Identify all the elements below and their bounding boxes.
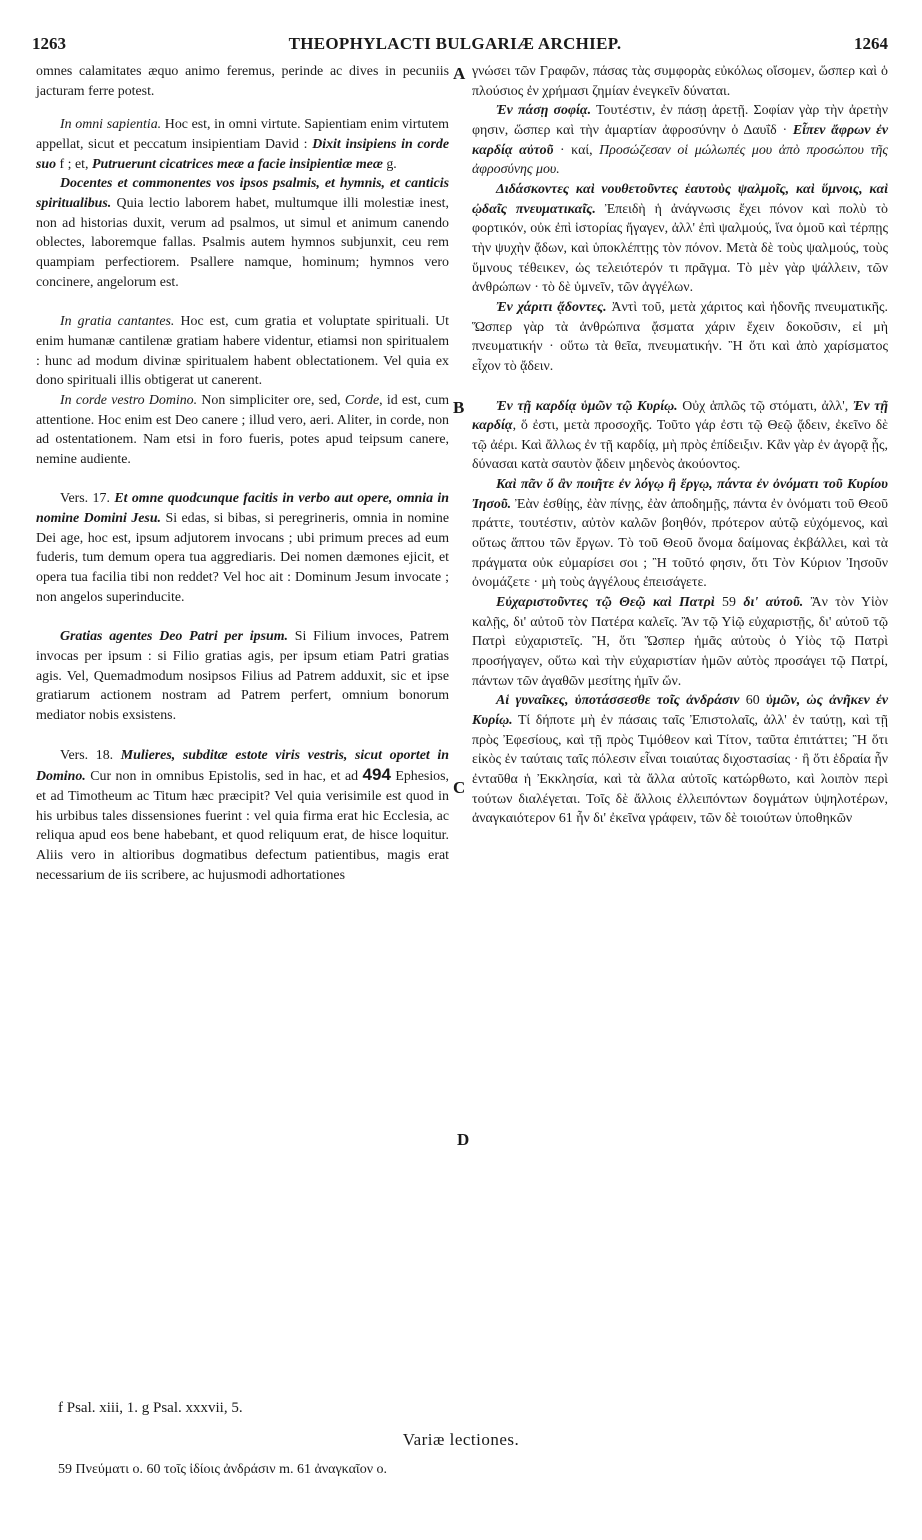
verse-label: Vers. 17.: [60, 491, 115, 507]
lemma: In gratia cantantes.: [60, 314, 175, 330]
running-header: [22, 34, 888, 60]
lemma: In corde vestro Domino.: [60, 392, 198, 408]
page-number-right: 1264: [854, 34, 888, 53]
latin-paragraph-4: In corde vestro Domino. Non simpliciter ore, sed, Corde, id est, cum attentione. Hoc enim est Deo canere ; illud vero, aeri. Aliter, in corde, non ad ostentationem. Nam etsi in foro fueris, potes apud teipsum canere, nemine audiente.: [36, 392, 449, 467]
greek-paragraph-1: Ἐν πάσῃ σοφίᾳ. Τουτέστιν, ἐν πάσῃ ἀρετῇ. Σοφίαν γὰρ τὴν ἀρετὴν φησιν, ὥσπερ καὶ τὴν ἁμαρτίαν ἀφροσύνην ὁ Δαυΐδ · Εἶπεν ἄφρων ἐν καρδίᾳ αὐτοῦ · καί, Προσώζεσαν οἱ μώλωπές μου ἀπὸ προσώπου τῆς ἀφροσύνης μου.: [472, 103, 888, 178]
lemma: Docentes et commonentes vos ipsos psalmis, et hymnis, et canticis spiritualibus.: [36, 176, 449, 211]
lemma: Αἱ γυναῖκες, ὑποτάσσεσθε τοῖς ἀνδράσιν: [496, 693, 740, 709]
footnotes: f Psal. xiii, 1. g Psal. xxxvii, 5.: [58, 1400, 243, 1416]
lemma: Ἐν χάριτι ᾄδοντες.: [496, 299, 607, 315]
lemma: Εὐχαριστοῦντες τῷ Θεῷ καὶ Πατρὶ: [496, 595, 715, 611]
greek-paragraph-0: γνώσει τῶν Γραφῶν, πάσας τὰς συμφορὰς εὐκόλως οἴσομεν, ὥσπερ καὶ ὁ πλούσιος ἐν χρήμασι ζημίαν ἐνεγκεῖν δύναται.: [472, 64, 888, 99]
lemma: Ἐν τῇ καρδίᾳ ὑμῶν τῷ Κυρίῳ.: [496, 398, 678, 414]
margin-letter-c: C: [453, 778, 466, 797]
lemma: Gratias agentes Deo Patri per ipsum.: [60, 629, 288, 645]
folio-marker: 494: [362, 765, 391, 785]
latin-column: [36, 62, 449, 885]
margin-letter-d: D: [457, 1130, 470, 1149]
latin-paragraph-5: Vers. 17. Et omne quodcunque facitis in verbo aut opere, omnia in nomine Domini Jesu. Si edas, si bibas, si peregrineris, omnia in nomine Dei age, hoc est, ipsum adjutorem invocans ; ubi primum preces ad eum fuderis, tum demum opera tua aggrediaris. Dei nomen dæmones ejicit, et opera tua facilia tibi non reddet? Vel hoc ait : Dominum Jesum invocate ; non angelos superinducite.: [36, 491, 450, 605]
latin-paragraph-0: omnes calamitates æquo animo feremus, perinde ac dives in pecuniis jacturam ferre potest.: [36, 64, 449, 99]
latin-paragraph-3: In gratia cantantes. Hoc est, cum gratia et voluptate spirituali. Ut enim humanæ cantilenæ gratiam habere videntur, etiamsi non spiritualem : hunc ad modum divinæ spiritualem habent oblectationem. Vel quia ex dono spirituali illis obtigerat ut canerent.: [36, 314, 450, 389]
greek-paragraph-3: Ἐν χάριτι ᾄδοντες. Ἀντὶ τοῦ, μετὰ χάριτος καὶ ἡδονῆς πνευματικῆς. Ὥσπερ γὰρ τὰ ἀνθρώπινα ᾄσματα χάριν ἔχειν δοκοῦσιν, εἰ μὴ πνευματικήν · οὕτω τὰ θεῖα, πνευματικήν. Ἢ ὅτι καὶ ἀπὸ χαρίσματος εἶχον τὸ ᾄδειν.: [472, 299, 888, 374]
lemma: Et omne quodcunque facitis in verbo aut opere, omnia in nomine Domini Jesu.: [36, 491, 450, 527]
page-number-left: 1263: [32, 34, 66, 53]
verse-label: Vers. 18.: [60, 747, 121, 763]
greek-paragraph-7: Αἱ γυναῖκες, ὑποτάσσεσθε τοῖς ἀνδράσιν 60 ὑμῶν, ὡς ἀνῆκεν ἐν Κυρίῳ. Τί δήποτε μὴ ἐν πάσαις ταῖς Ἐπιστολαῖς, ἀλλ' ἐν ταύτῃ, καὶ τῇ πρὸς Ἐφεσίους, καὶ τῇ πρὸς Τιμόθεον καὶ Τίτον, ταῦτα ἐπιτάττει; Ἢ ὅτι εἰκὸς ἐν ταύταις ταῖς πόλεσιν εἶναι τοιαύτας διχοστασίας · ἢ ὅτι ἑδραία ἦν ἐνταῦθα ἡ Ἐκκλησία, καὶ τὰ ἄλλα αὐτοῖς κατώρθωτο, καὶ λοιπὸν περὶ τούτων διαλέγεται. Τοῖς δὲ ἄλλοις ἐλλειπόντων δογμάτων ὑψηλοτέρων, ἀναγκαιότερον 61 ἦν δι' ἐκεῖνα γράφειν, τῶν δὲ τοιούτων ὑποθηκῶν: [472, 693, 888, 827]
margin-letter-a: A: [453, 64, 466, 83]
variae-lectiones-title: Variæ lectiones.: [402, 1430, 520, 1449]
latin-paragraph-6: Gratias agentes Deo Patri per ipsum. Si Filium invoces, Patrem invocas per ipsum : si Filio gratias agis, per ipsum etiam Patri gratias agis. Vel, Quemadmodum nosipsos Filius ad Patrem adduxit, sic et ipse gratiarum actionem nostram ad Patrem perfert, omnium bonorum mediator nobis exsistens.: [36, 629, 450, 724]
lemma: Διδάσκοντες καὶ νουθετοῦντες ἑαυτοὺς ψαλμοῖς, καὶ ὕμνοις, καὶ ᾠδαῖς πνευματικαῖς.: [472, 181, 888, 217]
greek-paragraph-4: Ἐν τῇ καρδίᾳ ὑμῶν τῷ Κυρίῳ. Οὐχ ἁπλῶς τῷ στόματι, ἀλλ', Ἐν τῇ καρδίᾳ, ὅ ἐστι, μετὰ προσοχῆς. Τοῦτο γάρ ἐστι τῷ Θεῷ ᾄδειν, ἐκεῖνο δὲ τῷ ἀέρι. Καὶ ἄλλως ἐν τῇ καρδίᾳ, μὴ πρὸς ἐπίδειξιν. Κἂν γὰρ ἐν ἀγορᾷ ᾖς, δύνασαι κατὰ σαυτὸν ᾄδειν μηδενὸς ἀκούοντος.: [472, 398, 888, 473]
greek-paragraph-2: Διδάσκοντες καὶ νουθετοῦντες ἑαυτοὺς ψαλμοῖς, καὶ ὕμνοις, καὶ ᾠδαῖς πνευματικαῖς. Ἐπειδὴ ἡ ἀνάγνωσις ἔχει πόνον καὶ πολὺ τὸ φορτικόν, οὐκ ἐπὶ ἱστορίας ἤγαγεν, ἀλλ' ἐπὶ ψαλμούς, ἵνα ὁμοῦ καὶ τέρπῃς τὴν ψυχὴν ᾄδων, καὶ ὑποκλέπτῃς τὸν πόνον. Μετὰ δὲ τοὺς ψαλμούς, τοὺς ὕμνους τέθεικεν, ὡς τελειότερόν τι πρᾶγμα. Τὸ μὲν γὰρ ψάλλειν, τῶν ἀνθρώπων · τὸ δὲ ὑμνεῖν, τῶν ἀγγέλων.: [472, 181, 888, 296]
variae-lectiones: 59 Πνεύματι o. 60 τοῖς ἰδίοις ἀνδράσιν m. 61 ἀναγκαῖον o.: [58, 1462, 388, 1477]
greek-column: [472, 62, 888, 829]
lemma: In omni sapientia.: [60, 117, 162, 133]
greek-paragraph-5: Καὶ πᾶν ὅ ἂν ποιῆτε ἐν λόγῳ ἢ ἔργῳ, πάντα ἐν ὀνόματι τοῦ Κυρίου Ἰησοῦ. Ἐὰν ἐσθίῃς, ἐὰν πίνῃς, ἐὰν ἀποδημῇς, πάντα ἐν ὀνόματι τοῦ Θεοῦ πράττε, τουτέστιν, αὐτὸν καλῶν βοηθόν, πρότερον αὐτῷ εὐχόμενος, καὶ οὕτως ἅπτου τῶν ἔργων. Τὸ τοῦ Θεοῦ ὄνομα δαίμονας ἐκβάλλει, καὶ τὰ πράγματα οὐκ εὐμαρίσει σοι ; Ἢ τοῦτό φησιν, ὅτι Τὸν Κύριον Ἰησοῦν ὀνομάζετε · μὴ τοὺς ἀγγέλους ἐπεισάγετε.: [472, 477, 888, 591]
lemma: Mulieres, subditæ estote viris vestris, sicut oportet in Domino.: [36, 747, 449, 785]
latin-paragraph-2: Docentes et commonentes vos ipsos psalmis, et hymnis, et canticis spiritualibus. Quia lectio laborem habet, multumque illi molestiæ inest, non ad historias duxit, verum ad psalmos, ut simul et animum canendo oblectes, laboremque fallas. Psalmis autem hymnos subjunxit, ceu rem quampiam perfectiorem. Psallere namque, hominum; hymnos vero concinere, angelorum est.: [36, 176, 449, 290]
latin-paragraph-1: In omni sapientia. Hoc est, in omni virtute. Sapientiam enim virtutem appellat, sicut et peccatum insipientiam David : Dixit insipiens in corde suo f ; et, Putruerunt cicatrices meæ a facie insipientiæ meæ g.: [36, 117, 450, 172]
margin-letter-b: B: [453, 398, 465, 417]
lemma: Καὶ πᾶν ὅ ἂν ποιῆτε ἐν λόγῳ ἢ ἔργῳ, πάντα ἐν ὀνόματι τοῦ Κυρίου Ἰησοῦ.: [472, 477, 888, 512]
greek-paragraph-6: Εὐχαριστοῦντες τῷ Θεῷ καὶ Πατρὶ 59 δι' αὐτοῦ. Ἂν τὸν Υἱὸν καλῇς, δι' αὐτοῦ τὸν Πατέρα καλεῖς. Ἂν τῷ Υἱῷ εὐχαριστῇς, δι' αὐτοῦ τῷ Πατρὶ εὐχαριστεῖς. Ἢ, ὅτι Ὥσπερ ἡμᾶς αὐτοὺς ὁ Υἱὸς τῷ Πατρὶ προσήγαγεν, οὕτω καὶ τὴν εὐχαριστίαν ἡμῶν αὐτὸς προσάγει τῷ Πατρί, πάντων τῶν ἀγαθῶν μεσίτης ἡμῖν ὤν.: [472, 595, 888, 689]
latin-paragraph-7: Vers. 18. Mulieres, subditæ estote viris vestris, sicut oportet in Domino. Cur non in omnibus Epistolis, sed in hac, et ad 494 Ephesios, et ad Timotheum ac Titum hæc præcipit? Vel quia verisimile est quod in his urbibus tales dissensiones fuerint : vel quia firma erat hic Ecclesia, ac reliqua apud eos bene habebant, et quod reliquum erat, de hisce loquitur. Aliis vero in altioribus dogmatibus defectum patientibus, magis erat necessarium de iis scribere, ac hujusmodi adhortationes: [36, 747, 449, 883]
running-title: THEOPHYLACTI BULGARIÆ ARCHIEP.: [288, 34, 622, 53]
lemma: Ἐν πάσῃ σοφίᾳ.: [496, 103, 592, 119]
